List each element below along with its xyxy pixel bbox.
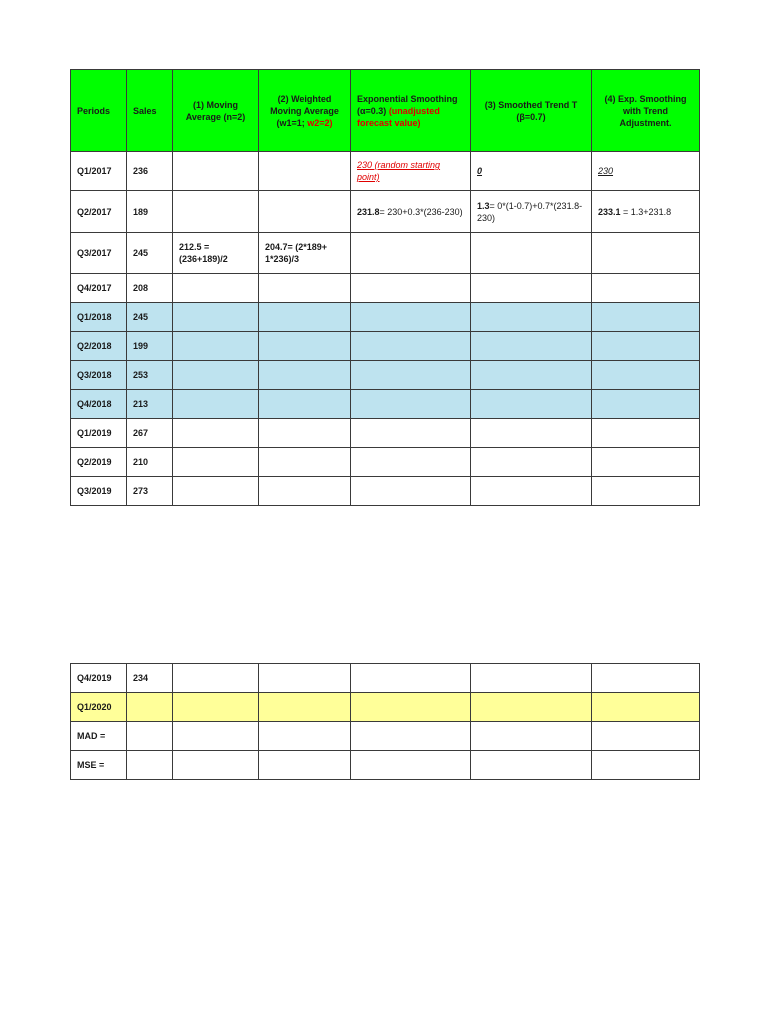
header-sales: Sales: [127, 70, 173, 152]
forecast-row: [71, 693, 700, 722]
sales-cell: [127, 751, 173, 780]
sales-cell: 199: [127, 332, 173, 361]
sales-cell: 213: [127, 390, 173, 419]
header-exponential-smoothing: Exponential Smoothing (α=0.3) (unadjusted forecast value): [351, 70, 471, 152]
ta-cell: 230: [592, 152, 700, 191]
ma-cell: [173, 191, 259, 233]
wma-cell: [259, 191, 351, 233]
table-row: [71, 303, 700, 332]
period-cell: Q1/2019: [71, 419, 127, 448]
st-cell: 0: [471, 152, 592, 191]
table-row: [71, 233, 700, 274]
table-row: [71, 274, 700, 303]
sales-cell: 210: [127, 448, 173, 477]
period-cell: Q2/2017: [71, 191, 127, 233]
sales-cell: 273: [127, 477, 173, 506]
mad-label: MAD =: [71, 722, 127, 751]
table-row: [71, 191, 700, 233]
forecast-summary-table: [70, 663, 700, 780]
es-cell: 231.8= 230+0.3*(236-230): [351, 191, 471, 233]
header-weighted-moving-average: (2) Weighted Moving Average (w1=1; w2=2): [259, 70, 351, 152]
ta-cell: 233.1 = 1.3+231.8: [592, 191, 700, 233]
sales-cell: 253: [127, 361, 173, 390]
sales-cell: 189: [127, 191, 173, 233]
wma-cell: [259, 152, 351, 191]
table-row: [71, 448, 700, 477]
sales-cell: 236: [127, 152, 173, 191]
sales-cell: [127, 722, 173, 751]
header-smoothed-trend: (3) Smoothed Trend T (β=0.7): [471, 70, 592, 152]
table-row: [71, 332, 700, 361]
mad-row: [71, 722, 700, 751]
es-cell: [351, 233, 471, 274]
header-row: [71, 70, 700, 152]
period-cell: Q1/2018: [71, 303, 127, 332]
table-row: [71, 152, 700, 191]
forecast-table: [70, 69, 700, 506]
table-row: [71, 419, 700, 448]
sales-cell: [127, 693, 173, 722]
period-cell: Q4/2019: [71, 664, 127, 693]
table-row: [71, 361, 700, 390]
sales-cell: 208: [127, 274, 173, 303]
period-cell: Q1/2017: [71, 152, 127, 191]
sales-cell: 234: [127, 664, 173, 693]
period-cell: Q3/2017: [71, 233, 127, 274]
ma-cell: [173, 152, 259, 191]
table-row: [71, 664, 700, 693]
period-cell: Q2/2018: [71, 332, 127, 361]
header-moving-average: (1) Moving Average (n=2): [173, 70, 259, 152]
sales-cell: 245: [127, 303, 173, 332]
period-cell: Q3/2018: [71, 361, 127, 390]
ta-cell: [592, 233, 700, 274]
header-trend-adjustment: (4) Exp. Smoothing with Trend Adjustment.: [592, 70, 700, 152]
period-cell: Q1/2020: [71, 693, 127, 722]
period-cell: Q2/2019: [71, 448, 127, 477]
sales-cell: 245: [127, 233, 173, 274]
mse-label: MSE =: [71, 751, 127, 780]
sales-cell: 267: [127, 419, 173, 448]
period-cell: Q4/2017: [71, 274, 127, 303]
period-cell: Q3/2019: [71, 477, 127, 506]
period-cell: Q4/2018: [71, 390, 127, 419]
st-cell: [471, 233, 592, 274]
wma-cell: 204.7= (2*189+ 1*236)/3: [259, 233, 351, 274]
ma-cell: 212.5 = (236+189)/2: [173, 233, 259, 274]
table-row: [71, 477, 700, 506]
st-cell: 1.3= 0*(1-0.7)+0.7*(231.8-230): [471, 191, 592, 233]
es-cell: 230 (random starting point): [351, 152, 471, 191]
mse-row: [71, 751, 700, 780]
header-periods: Periods: [71, 70, 127, 152]
table-row: [71, 390, 700, 419]
